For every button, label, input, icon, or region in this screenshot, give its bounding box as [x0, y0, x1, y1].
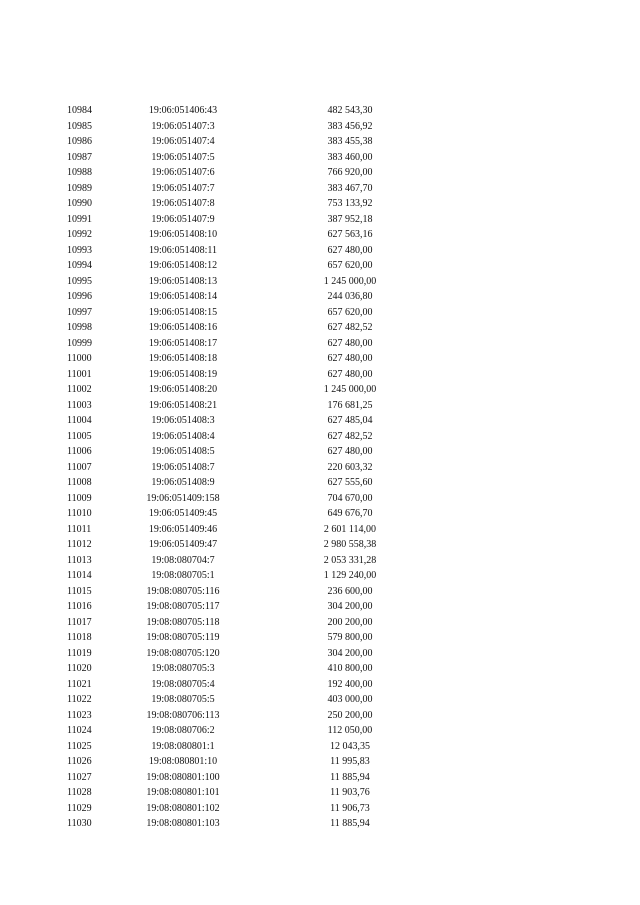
amount-value: 627 555,60: [327, 477, 373, 488]
table-row: [0, 336, 640, 352]
cadastral-number: 19:06:051408:20: [148, 384, 218, 395]
cadastral-number: 19:06:051407:9: [151, 213, 215, 225]
row-id: 11007: [67, 461, 92, 473]
amount-value: 657 620,00: [327, 306, 373, 318]
row-id: 11026: [67, 756, 92, 767]
table-row: [0, 491, 640, 507]
row-id: 10988: [67, 167, 92, 178]
amount-value: 383 467,70: [327, 182, 373, 194]
amount-value: 192 400,00: [327, 678, 373, 690]
row-id: 11011: [67, 523, 92, 535]
cadastral-number: 19:06:051407:8: [151, 198, 215, 209]
cadastral-number: 19:06:051406:43: [148, 105, 218, 116]
amount-value: 383 460,00: [327, 151, 373, 163]
amount-value: 244 036,80: [327, 291, 373, 302]
row-id: 11002: [67, 384, 92, 395]
row-id: 10997: [67, 306, 92, 318]
amount-value: 304 200,00: [327, 647, 373, 659]
amount-value: 2 601 114,00: [323, 523, 377, 535]
cadastral-number: 19:06:051408:5: [151, 446, 215, 457]
cadastral-number: 19:06:051408:16: [148, 322, 218, 333]
cadastral-number: 19:08:080705:3: [151, 663, 215, 674]
table-row: [0, 119, 640, 135]
amount-value: 627 485,04: [327, 415, 373, 426]
table-row: [0, 181, 640, 197]
amount-value: 657 620,00: [327, 260, 373, 271]
table-row: [0, 413, 640, 429]
cadastral-number: 19:08:080705:119: [146, 632, 220, 643]
table-row: [0, 103, 640, 119]
table-row: [0, 243, 640, 259]
table-row: [0, 429, 640, 445]
cadastral-number: 19:08:080706:113: [146, 709, 220, 721]
amount-value: 383 455,38: [327, 136, 373, 147]
amount-value: 383 456,92: [327, 120, 373, 132]
row-id: 11015: [67, 585, 92, 597]
table-row: [0, 274, 640, 290]
row-id: 11028: [67, 787, 92, 798]
table-row: [0, 382, 640, 398]
amount-value: 627 482,52: [327, 322, 373, 333]
cadastral-number: 19:08:080705:5: [151, 694, 215, 705]
amount-value: 304 200,00: [327, 601, 373, 612]
table-row: [0, 367, 640, 383]
amount-value: 627 480,00: [327, 337, 373, 349]
cadastral-number: 19:06:051408:3: [151, 415, 215, 426]
table-row: [0, 134, 640, 150]
table-row: [0, 320, 640, 336]
row-id: 11001: [67, 368, 92, 380]
row-id: 11017: [67, 616, 92, 628]
row-id: 11030: [67, 818, 92, 829]
table-row: [0, 258, 640, 274]
cadastral-number: 19:06:051407:7: [151, 182, 215, 194]
table-row: [0, 553, 640, 569]
cadastral-number: 19:06:051408:4: [151, 430, 215, 442]
amount-value: 176 681,25: [327, 399, 373, 411]
data-table: [0, 103, 640, 832]
cadastral-number: 19:08:080801:10: [148, 756, 218, 767]
table-row: [0, 475, 640, 491]
row-id: 11020: [67, 663, 92, 674]
cadastral-number: 19:06:051408:10: [148, 229, 218, 240]
amount-value: 236 600,00: [327, 585, 373, 597]
row-id: 10993: [67, 244, 92, 256]
table-row: [0, 212, 640, 228]
amount-value: 2 053 331,28: [323, 554, 377, 566]
row-id: 11018: [67, 632, 92, 643]
cadastral-number: 19:08:080801:1: [151, 740, 215, 752]
cadastral-number: 19:06:051407:4: [151, 136, 215, 147]
cadastral-number: 19:08:080801:103: [146, 818, 220, 829]
amount-value: 12 043,35: [330, 740, 370, 752]
cadastral-number: 19:08:080705:118: [146, 616, 220, 628]
table-row: [0, 785, 640, 801]
table-row: [0, 460, 640, 476]
amount-value: 1 245 000,00: [323, 275, 377, 287]
row-id: 11008: [67, 477, 92, 488]
cadastral-number: 19:06:051408:21: [148, 399, 218, 411]
table-row: [0, 351, 640, 367]
cadastral-number: 19:06:051407:5: [151, 151, 215, 163]
table-row: [0, 708, 640, 724]
cadastral-number: 19:06:051408:19: [148, 368, 218, 380]
row-id: 10985: [67, 120, 92, 132]
row-id: 10990: [67, 198, 92, 209]
row-id: 11014: [67, 570, 92, 581]
table-row: [0, 196, 640, 212]
table-row: [0, 584, 640, 600]
cadastral-number: 19:08:080705:116: [146, 585, 220, 597]
table-row: [0, 398, 640, 414]
row-id: 10986: [67, 136, 92, 147]
cadastral-number: 19:08:080704:7: [151, 554, 215, 566]
row-id: 11006: [67, 446, 92, 457]
cadastral-number: 19:06:051408:14: [148, 291, 218, 302]
amount-value: 1 245 000,00: [323, 384, 377, 395]
amount-value: 2 980 558,38: [323, 539, 377, 550]
cadastral-number: 19:06:051409:47: [148, 539, 218, 550]
amount-value: 627 480,00: [327, 353, 373, 364]
cadastral-number: 19:06:051407:3: [151, 120, 215, 132]
row-id: 11004: [67, 415, 92, 426]
cadastral-number: 19:08:080706:2: [151, 725, 215, 736]
row-id: 11027: [67, 771, 92, 783]
row-id: 11029: [67, 802, 92, 814]
cadastral-number: 19:08:080705:1: [151, 570, 215, 581]
table-row: [0, 801, 640, 817]
amount-value: 387 952,18: [327, 213, 373, 225]
amount-value: 649 676,70: [327, 508, 373, 519]
cadastral-number: 19:08:080801:102: [146, 802, 220, 814]
row-id: 11009: [67, 492, 92, 504]
cadastral-number: 19:06:051409:158: [146, 492, 220, 504]
row-id: 11019: [67, 647, 92, 659]
amount-value: 1 129 240,00: [323, 570, 377, 581]
amount-value: 250 200,00: [327, 709, 373, 721]
amount-value: 410 800,00: [327, 663, 373, 674]
table-row: [0, 289, 640, 305]
amount-value: 627 480,00: [327, 244, 373, 256]
cadastral-number: 19:06:051408:11: [149, 244, 217, 256]
row-id: 10998: [67, 322, 92, 333]
row-id: 11022: [67, 694, 92, 705]
row-id: 10995: [67, 275, 92, 287]
row-id: 10999: [67, 337, 92, 349]
table-row: [0, 522, 640, 538]
table-row: [0, 506, 640, 522]
cadastral-number: 19:06:051408:12: [148, 260, 218, 271]
table-row: [0, 305, 640, 321]
row-id: 11021: [67, 678, 92, 690]
table-row: [0, 537, 640, 553]
row-id: 10992: [67, 229, 92, 240]
amount-value: 200 200,00: [327, 616, 373, 628]
amount-value: 579 800,00: [327, 632, 373, 643]
cadastral-number: 19:08:080801:100: [146, 771, 220, 783]
cadastral-number: 19:08:080801:101: [146, 787, 220, 798]
amount-value: 766 920,00: [327, 167, 373, 178]
table-row: [0, 677, 640, 693]
table-row: [0, 770, 640, 786]
table-row: [0, 816, 640, 832]
row-id: 11003: [67, 399, 92, 411]
cadastral-number: 19:08:080705:4: [151, 678, 215, 690]
amount-value: 753 133,92: [327, 198, 373, 209]
amount-value: 627 563,16: [327, 229, 373, 240]
row-id: 10987: [67, 151, 92, 163]
amount-value: 403 000,00: [327, 694, 373, 705]
row-id: 11005: [67, 430, 92, 442]
table-row: [0, 444, 640, 460]
row-id: 10994: [67, 260, 92, 271]
table-row: [0, 568, 640, 584]
table-row: [0, 754, 640, 770]
table-row: [0, 723, 640, 739]
table-row: [0, 615, 640, 631]
row-id: 11000: [67, 353, 92, 364]
amount-value: 112 050,00: [327, 725, 373, 736]
cadastral-number: 19:06:051408:15: [148, 306, 218, 318]
amount-value: 11 903,76: [330, 787, 370, 798]
table-row: [0, 165, 640, 181]
amount-value: 627 482,52: [327, 430, 373, 442]
amount-value: 704 670,00: [327, 492, 373, 504]
cadastral-number: 19:06:051408:9: [151, 477, 215, 488]
table-row: [0, 630, 640, 646]
cadastral-number: 19:06:051409:46: [148, 523, 218, 535]
table-row: [0, 599, 640, 615]
table-row: [0, 646, 640, 662]
amount-value: 482 543,30: [327, 105, 373, 116]
amount-value: 220 603,32: [327, 461, 373, 473]
table-row: [0, 661, 640, 677]
cadastral-number: 19:06:051407:6: [151, 167, 215, 178]
row-id: 11013: [67, 554, 92, 566]
cadastral-number: 19:08:080705:117: [146, 601, 220, 612]
cadastral-number: 19:06:051408:13: [148, 275, 218, 287]
row-id: 10991: [67, 213, 92, 225]
table-row: [0, 739, 640, 755]
table-row: [0, 692, 640, 708]
amount-value: 11 995,83: [330, 756, 370, 767]
row-id: 10996: [67, 291, 92, 302]
row-id: 10984: [67, 105, 92, 116]
table-row: [0, 227, 640, 243]
cadastral-number: 19:06:051408:18: [148, 353, 218, 364]
row-id: 11024: [67, 725, 92, 736]
row-id: 11023: [67, 709, 92, 721]
row-id: 11010: [67, 508, 92, 519]
amount-value: 11 885,94: [330, 818, 370, 829]
cadastral-number: 19:06:051409:45: [148, 508, 218, 519]
amount-value: 627 480,00: [327, 368, 373, 380]
row-id: 11012: [67, 539, 92, 550]
cadastral-number: 19:06:051408:7: [151, 461, 215, 473]
table-row: [0, 150, 640, 166]
row-id: 11016: [67, 601, 92, 612]
amount-value: 627 480,00: [327, 446, 373, 457]
amount-value: 11 885,94: [330, 771, 370, 783]
row-id: 11025: [67, 740, 92, 752]
row-id: 10989: [67, 182, 92, 194]
cadastral-number: 19:06:051408:17: [148, 337, 218, 349]
amount-value: 11 906,73: [330, 802, 370, 814]
cadastral-number: 19:08:080705:120: [146, 647, 220, 659]
